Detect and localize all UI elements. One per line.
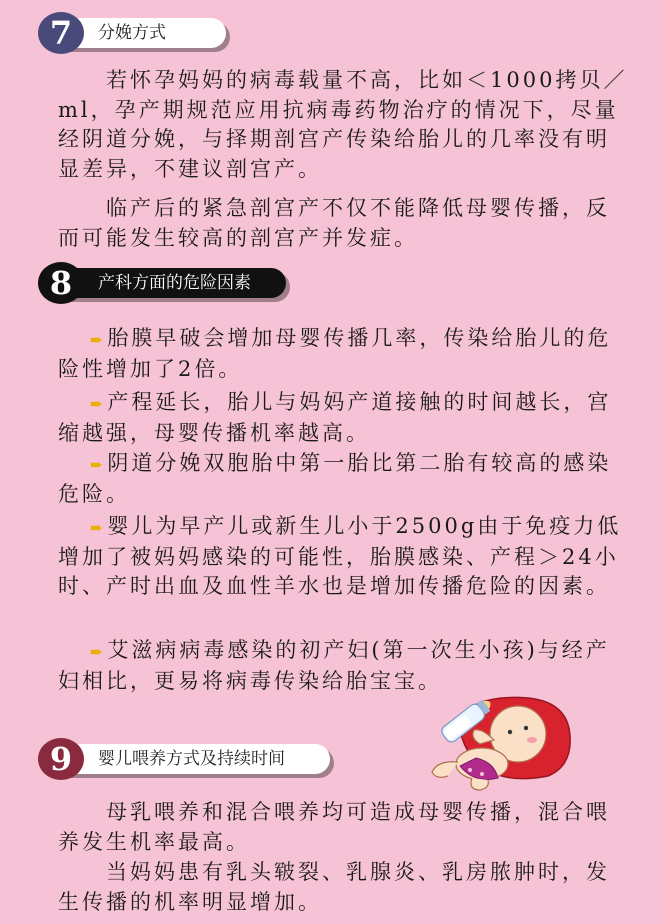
section-8-title: 产科方面的危险因素 [98, 273, 251, 293]
section-9-title-bar [60, 744, 330, 774]
section-8-bullet-5: ➨ 艾滋病病毒感染的初产妇(第一次生小孩)与经产妇相比，更易将病毒传染给胎宝宝。 [58, 638, 610, 693]
arrow-right-icon: ➨ [90, 330, 104, 349]
section-8-bullet-4: ➨ 婴儿为早产儿或新生儿小于2500g由于免疫力低增加了被妈妈感染的可能性，胎膜感染、产程＞24小时、产时出血及血性羊水也是增加传播危险的因素。 [58, 514, 622, 598]
section-8-bullet-2: ➨ 产程延长，胎儿与妈妈产道接触的时间越长，宫缩越强，母婴传播机率越高。 [58, 390, 612, 445]
arrow-right-icon: ➨ [90, 455, 104, 474]
section-9-paragraph-2: 当妈妈患有乳头皲裂、乳腺炎、乳房脓肿时，发生传播的机率明显增加。 [58, 860, 610, 914]
arrow-right-icon: ➨ [90, 394, 104, 413]
section-8-number: 8 [38, 262, 84, 304]
section-9-title: 婴儿喂养方式及持续时间 [98, 749, 285, 769]
section-7-number: 7 [38, 12, 84, 54]
arrow-right-icon: ➨ [90, 518, 104, 537]
section-7-title-bar [60, 18, 226, 48]
section-8-bullet-3: ➨ 阴道分娩双胞胎中第一胎比第二胎有较高的感染危险。 [58, 451, 612, 506]
section-7-paragraph-2: 临产后的紧急剖宫产不仅不能降低母婴传播，反而可能发生较高的剖宫产并发症。 [58, 196, 610, 250]
baby-bottle-feeding-illustration [418, 688, 574, 792]
section-9-number: 9 [38, 738, 84, 780]
section-7-title: 分娩方式 [98, 23, 166, 43]
section-9-paragraph-1: 母乳喂养和混合喂养均可造成母婴传播，混合喂养发生机率最高。 [58, 800, 610, 854]
section-8-bullet-1: ➨ 胎膜早破会增加母婴传播几率，传染给胎儿的危险性增加了2倍。 [58, 326, 612, 381]
arrow-right-icon: ➨ [90, 642, 104, 661]
section-8-title-bar [60, 268, 286, 298]
section-7-paragraph-1: 若怀孕妈妈的病毒载量不高，比如＜1000拷贝／ml，孕产期规范应用抗病毒药物治疗的情况下，尽量经阴道分娩，与择期剖宫产传染给胎儿的几率没有明显差异，不建议剖宫产。 [58, 68, 628, 181]
